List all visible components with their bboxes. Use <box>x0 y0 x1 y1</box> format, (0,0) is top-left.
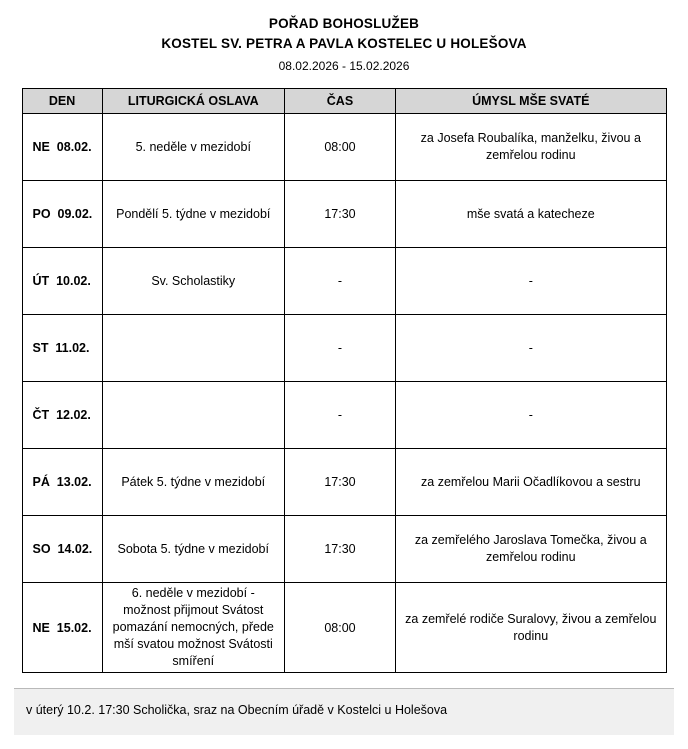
cell-time: - <box>284 382 395 449</box>
page-subtitle-church: KOSTEL SV. PETRA A PAVLA KOSTELEC U HOLEŠOVA <box>161 36 527 51</box>
cell-liturgy: Sobota 5. týdne v mezidobí <box>102 516 284 583</box>
table-row <box>22 248 666 315</box>
column-header-intention: ÚMYSL MŠE SVATÉ <box>396 89 666 114</box>
cell-day: ÚT 10.02. <box>22 248 102 315</box>
cell-time: 17:30 <box>284 181 395 248</box>
cell-liturgy: 5. neděle v mezidobí <box>102 114 284 181</box>
cell-time: 17:30 <box>284 516 395 583</box>
cell-day: PÁ 13.02. <box>22 449 102 516</box>
cell-intention: - <box>396 315 666 382</box>
cell-intention: za zemřelou Marii Očadlíkovou a sestru <box>396 449 666 516</box>
cell-day: NE 15.02. <box>22 583 102 673</box>
date-range: 08.02.2026 - 15.02.2026 <box>278 59 410 73</box>
cell-intention: - <box>396 382 666 449</box>
cell-liturgy <box>102 382 284 449</box>
table-row <box>22 382 666 449</box>
cell-day: NE 08.02. <box>22 114 102 181</box>
page-header <box>0 0 688 76</box>
cell-liturgy: Sv. Scholastiky <box>102 248 284 315</box>
cell-intention: za zemřelého Jaroslava Tomečka, živou a zemřelou rodinu <box>396 516 666 583</box>
cell-day: ST 11.02. <box>22 315 102 382</box>
footer-note-bar <box>14 688 674 735</box>
footer-note-text: v úterý 10.2. 17:30 Scholička, sraz na Obecním úřadě v Kostelci u Holešova <box>26 703 448 717</box>
cell-time: - <box>284 248 395 315</box>
table-row <box>22 583 666 673</box>
column-header-day: DEN <box>22 89 102 114</box>
column-header-time: ČAS <box>284 89 395 114</box>
table-row <box>22 516 666 583</box>
table-row <box>22 181 666 248</box>
cell-liturgy: Pondělí 5. týdne v mezidobí <box>102 181 284 248</box>
cell-intention: za zemřelé rodiče Suralovy, živou a zemřelou rodinu <box>396 583 666 673</box>
cell-day: SO 14.02. <box>22 516 102 583</box>
cell-time: 08:00 <box>284 583 395 673</box>
cell-liturgy <box>102 315 284 382</box>
cell-intention: - <box>396 248 666 315</box>
table-row <box>22 449 666 516</box>
cell-liturgy: 6. neděle v mezidobí - možnost přijmout Svátost pomazání nemocných, přede mší svatou možnost Svátosti smíření <box>102 583 284 673</box>
cell-time: 08:00 <box>284 114 395 181</box>
cell-day: ČT 12.02. <box>22 382 102 449</box>
table-row <box>22 315 666 382</box>
cell-day: PO 09.02. <box>22 181 102 248</box>
table-row <box>22 114 666 181</box>
page-title: POŘAD BOHOSLUŽEB <box>268 16 420 31</box>
cell-time: - <box>284 315 395 382</box>
table-header-row <box>22 89 666 114</box>
schedule-table <box>22 88 667 673</box>
column-header-liturgy: LITURGICKÁ OSLAVA <box>102 89 284 114</box>
cell-intention: za Josefa Roubalíka, manželku, živou a zemřelou rodinu <box>396 114 666 181</box>
cell-time: 17:30 <box>284 449 395 516</box>
cell-liturgy: Pátek 5. týdne v mezidobí <box>102 449 284 516</box>
cell-intention: mše svatá a katecheze <box>396 181 666 248</box>
